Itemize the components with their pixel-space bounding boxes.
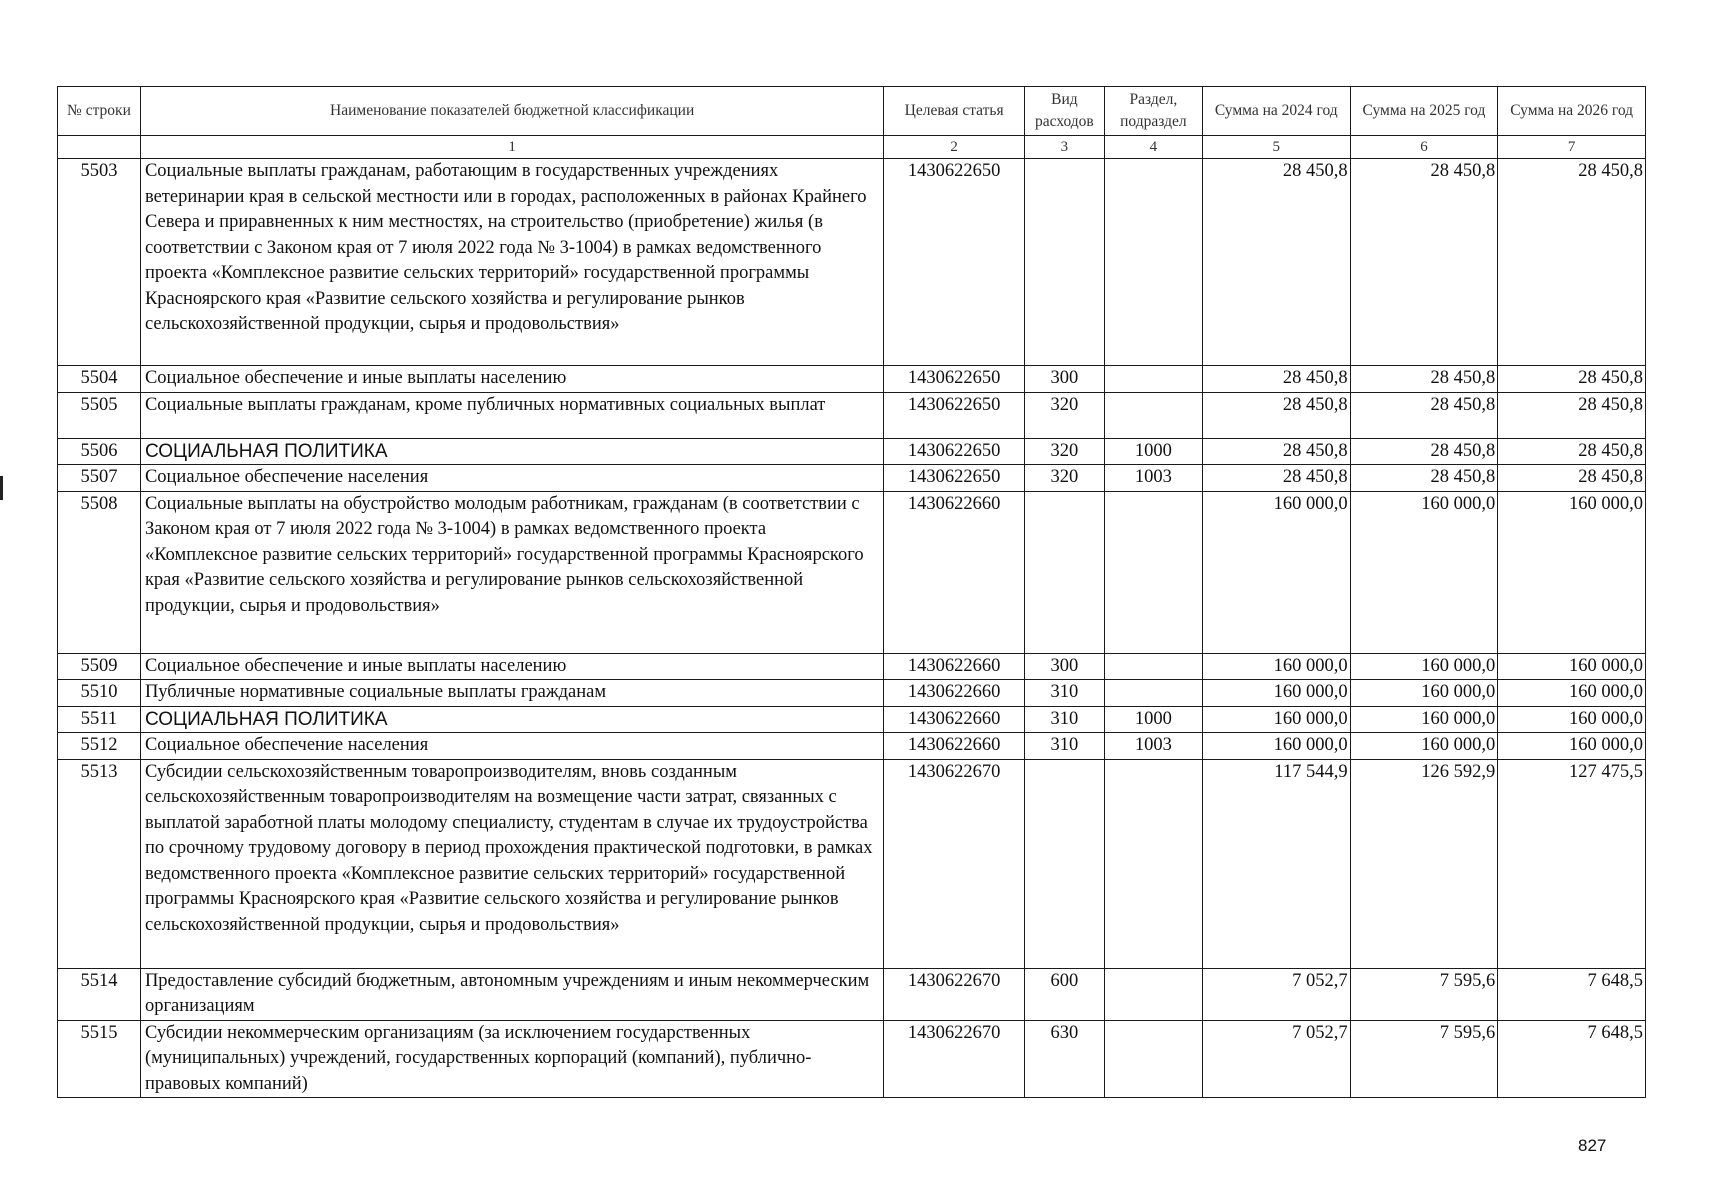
header-target-article: Целевая статья	[884, 87, 1025, 136]
cell-target-article: 1430622650	[884, 438, 1025, 465]
header-expense-type: Вид расходов	[1024, 87, 1104, 136]
page-number: 827	[1578, 1136, 1607, 1155]
cell-amount-2025: 160 000,0	[1350, 491, 1498, 653]
cell-row-number: 5510	[58, 680, 141, 707]
cell-expense-type: 600	[1024, 968, 1104, 1020]
header-indicator-name: Наименование показателей бюджетной классификации	[140, 87, 883, 136]
cell-expense-type: 320	[1024, 392, 1104, 438]
cell-target-article: 1430622660	[884, 706, 1025, 733]
cell-amount-2025: 28 450,8	[1350, 465, 1498, 492]
cell-expense-type: 310	[1024, 733, 1104, 760]
cell-indicator-name: СОЦИАЛЬНАЯ ПОЛИТИКА	[140, 706, 883, 733]
cell-amount-2026: 160 000,0	[1498, 706, 1646, 733]
cell-amount-2025: 7 595,6	[1350, 1020, 1498, 1098]
cell-amount-2026: 7 648,5	[1498, 968, 1646, 1020]
cell-section-code	[1104, 680, 1202, 707]
cell-amount-2025: 160 000,0	[1350, 733, 1498, 760]
cell-amount-2026: 160 000,0	[1498, 491, 1646, 653]
header-row	[58, 87, 1646, 136]
column-number-5: 5	[1202, 136, 1350, 159]
cell-section-code	[1104, 968, 1202, 1020]
table-row	[58, 706, 1646, 733]
budget-table-container	[57, 86, 1646, 1098]
cell-amount-2024: 160 000,0	[1202, 680, 1350, 707]
cell-amount-2026: 28 450,8	[1498, 159, 1646, 366]
cell-indicator-name: Субсидии сельскохозяйственным товаропроизводителям, вновь созданным сельскохозяйственным товаропроизводителям на возмещение части затрат, связанных с выплатой заработной платы молодому специалисту, студентам в случае их трудоустройства по срочному трудовому договору в период прохождения практической подготовки, в рамках ведомственного проекта «Комплексное развитие сельских территорий» государственной программы Красноярского края «Развитие сельского хозяйства и регулирование рынков сельскохозяйственной продукции, сырья и продовольствия»	[140, 759, 883, 968]
table-row	[58, 366, 1646, 393]
cell-amount-2025: 160 000,0	[1350, 680, 1498, 707]
table-row	[58, 733, 1646, 760]
cell-amount-2026: 28 450,8	[1498, 392, 1646, 438]
cell-amount-2025: 28 450,8	[1350, 159, 1498, 366]
header-amount-2024: Сумма на 2024 год	[1202, 87, 1350, 136]
cell-amount-2024: 7 052,7	[1202, 1020, 1350, 1098]
cell-section-code: 1003	[1104, 733, 1202, 760]
table-body	[58, 159, 1646, 1098]
cell-section-code: 1000	[1104, 438, 1202, 465]
cell-target-article: 1430622660	[884, 491, 1025, 653]
table-row	[58, 653, 1646, 680]
cell-row-number: 5504	[58, 366, 141, 393]
cell-section-code	[1104, 392, 1202, 438]
cell-row-number: 5514	[58, 968, 141, 1020]
cell-target-article: 1430622650	[884, 159, 1025, 366]
cell-row-number: 5515	[58, 1020, 141, 1098]
cell-section-code	[1104, 366, 1202, 393]
cell-expense-type: 320	[1024, 438, 1104, 465]
header-amount-2025: Сумма на 2025 год	[1350, 87, 1498, 136]
table-row	[58, 680, 1646, 707]
cell-indicator-name: Публичные нормативные социальные выплаты гражданам	[140, 680, 883, 707]
table-row	[58, 159, 1646, 366]
cell-expense-type: 320	[1024, 465, 1104, 492]
cell-amount-2024: 160 000,0	[1202, 491, 1350, 653]
column-number-7: 7	[1498, 136, 1646, 159]
cell-section-code	[1104, 159, 1202, 366]
header-amount-2026: Сумма на 2026 год	[1498, 87, 1646, 136]
cell-row-number: 5507	[58, 465, 141, 492]
cell-row-number: 5508	[58, 491, 141, 653]
column-number-row	[58, 136, 1646, 159]
cell-indicator-name: Социальное обеспечение и иные выплаты населению	[140, 653, 883, 680]
cell-expense-type: 310	[1024, 706, 1104, 733]
table-row	[58, 759, 1646, 968]
cell-target-article: 1430622650	[884, 366, 1025, 393]
cell-expense-type	[1024, 759, 1104, 968]
cell-amount-2024: 28 450,8	[1202, 465, 1350, 492]
cell-indicator-name: Социальные выплаты гражданам, кроме публичных нормативных социальных выплат	[140, 392, 883, 438]
cell-amount-2024: 160 000,0	[1202, 733, 1350, 760]
table-row	[58, 465, 1646, 492]
column-number-2: 2	[884, 136, 1025, 159]
cell-section-code	[1104, 1020, 1202, 1098]
cell-amount-2025: 160 000,0	[1350, 706, 1498, 733]
cell-row-number: 5505	[58, 392, 141, 438]
cell-target-article: 1430622670	[884, 968, 1025, 1020]
cell-section-code	[1104, 653, 1202, 680]
cell-row-number: 5509	[58, 653, 141, 680]
cell-amount-2024: 160 000,0	[1202, 706, 1350, 733]
cell-amount-2024: 160 000,0	[1202, 653, 1350, 680]
cell-row-number: 5513	[58, 759, 141, 968]
cell-indicator-name: Субсидии некоммерческим организациям (за исключением государственных (муниципальных) учреждений, государственных корпораций (компаний), публично-правовых компаний)	[140, 1020, 883, 1098]
cell-amount-2024: 28 450,8	[1202, 159, 1350, 366]
cell-amount-2026: 127 475,5	[1498, 759, 1646, 968]
cell-amount-2025: 28 450,8	[1350, 392, 1498, 438]
budget-classification-table	[57, 86, 1646, 1098]
cell-target-article: 1430622650	[884, 392, 1025, 438]
cell-amount-2026: 28 450,8	[1498, 465, 1646, 492]
table-row	[58, 491, 1646, 653]
cell-amount-2026: 160 000,0	[1498, 680, 1646, 707]
table-row	[58, 1020, 1646, 1098]
column-number-1: 1	[140, 136, 883, 159]
cell-section-code	[1104, 759, 1202, 968]
cell-target-article: 1430622670	[884, 1020, 1025, 1098]
cell-row-number: 5506	[58, 438, 141, 465]
cell-indicator-name: Социальное обеспечение населения	[140, 733, 883, 760]
cell-target-article: 1430622660	[884, 653, 1025, 680]
cell-expense-type	[1024, 159, 1104, 366]
scan-artifact-mark	[0, 476, 3, 500]
cell-indicator-name: Социальные выплаты гражданам, работающим в государственных учреждениях ветеринарии края в сельской местности или в городах, расположенных в районах Крайнего Севера и приравненных к ним местностях, на строительство (приобретение) жилья (в соответствии с Законом края от 7 июля 2022 года № 3-1004) в рамках ведомственного проекта «Комплексное развитие сельских территорий» государственной программы Красноярского края «Развитие сельского хозяйства и регулирование рынков сельскохозяйственной продукции, сырья и продовольствия»	[140, 159, 883, 366]
cell-expense-type: 300	[1024, 366, 1104, 393]
cell-amount-2025: 126 592,9	[1350, 759, 1498, 968]
cell-amount-2026: 7 648,5	[1498, 1020, 1646, 1098]
cell-indicator-name: Социальные выплаты на обустройство молодым работникам, гражданам (в соответствии с Законом края от 7 июля 2022 года № 3-1004) в рамках ведомственного проекта «Комплексное развитие сельских территорий» государственной программы Красноярского края «Развитие сельского хозяйства и регулирование рынков сельскохозяйственной продукции, сырья и продовольствия»	[140, 491, 883, 653]
cell-row-number: 5512	[58, 733, 141, 760]
cell-amount-2025: 28 450,8	[1350, 366, 1498, 393]
cell-amount-2025: 28 450,8	[1350, 438, 1498, 465]
cell-indicator-name: Социальное обеспечение и иные выплаты населению	[140, 366, 883, 393]
table-row	[58, 438, 1646, 465]
cell-amount-2024: 117 544,9	[1202, 759, 1350, 968]
column-number-4: 4	[1104, 136, 1202, 159]
cell-row-number: 5503	[58, 159, 141, 366]
cell-expense-type: 300	[1024, 653, 1104, 680]
cell-indicator-name: Предоставление субсидий бюджетным, автономным учреждениям и иным некоммерческим организациям	[140, 968, 883, 1020]
cell-amount-2026: 28 450,8	[1498, 438, 1646, 465]
column-number-6: 6	[1350, 136, 1498, 159]
cell-amount-2024: 28 450,8	[1202, 392, 1350, 438]
cell-target-article: 1430622660	[884, 680, 1025, 707]
cell-target-article: 1430622650	[884, 465, 1025, 492]
cell-section-code: 1003	[1104, 465, 1202, 492]
cell-expense-type: 630	[1024, 1020, 1104, 1098]
cell-amount-2026: 160 000,0	[1498, 733, 1646, 760]
cell-amount-2024: 28 450,8	[1202, 366, 1350, 393]
header-section: Раздел, подраздел	[1104, 87, 1202, 136]
cell-section-code	[1104, 491, 1202, 653]
cell-row-number: 5511	[58, 706, 141, 733]
column-number-3: 3	[1024, 136, 1104, 159]
cell-amount-2026: 160 000,0	[1498, 653, 1646, 680]
cell-target-article: 1430622670	[884, 759, 1025, 968]
cell-amount-2026: 28 450,8	[1498, 366, 1646, 393]
cell-expense-type	[1024, 491, 1104, 653]
cell-section-code: 1000	[1104, 706, 1202, 733]
cell-target-article: 1430622660	[884, 733, 1025, 760]
cell-indicator-name: Социальное обеспечение населения	[140, 465, 883, 492]
header-row-number: № строки	[58, 87, 141, 136]
cell-indicator-name: СОЦИАЛЬНАЯ ПОЛИТИКА	[140, 438, 883, 465]
column-number-blank	[58, 136, 141, 159]
table-row	[58, 392, 1646, 438]
cell-amount-2025: 160 000,0	[1350, 653, 1498, 680]
cell-amount-2024: 28 450,8	[1202, 438, 1350, 465]
table-row	[58, 968, 1646, 1020]
cell-expense-type: 310	[1024, 680, 1104, 707]
cell-amount-2025: 7 595,6	[1350, 968, 1498, 1020]
cell-amount-2024: 7 052,7	[1202, 968, 1350, 1020]
